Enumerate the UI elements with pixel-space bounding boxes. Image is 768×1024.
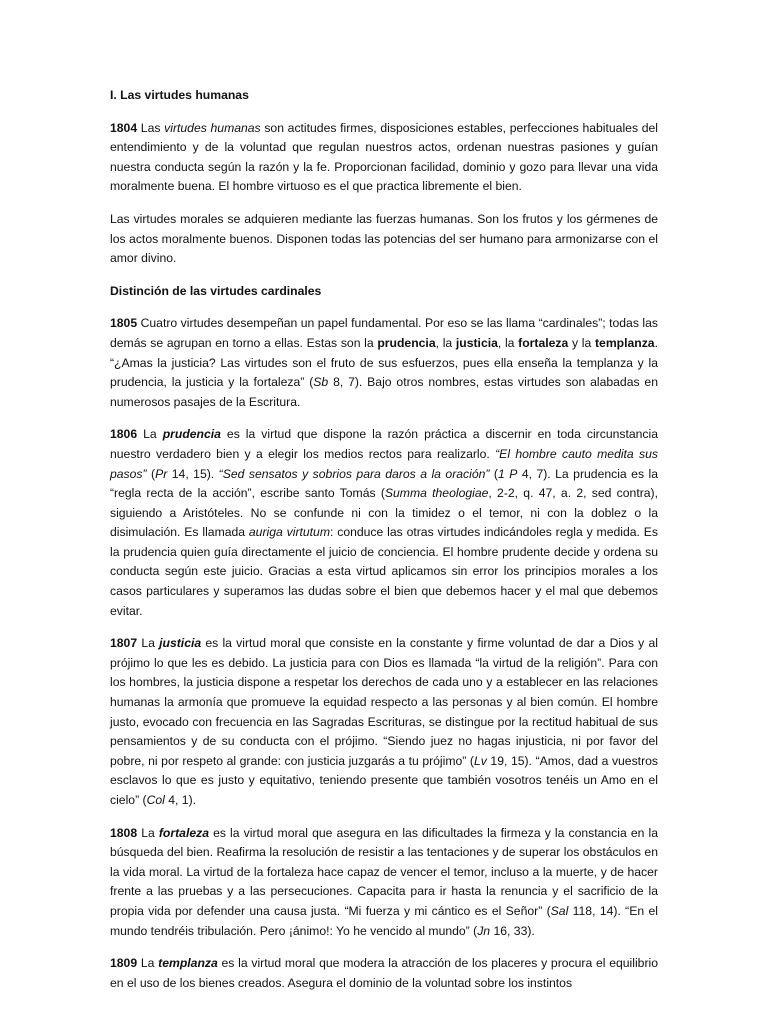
text-run: 4, 7). La prudencia es la “regla recta de la acción”, escribe santo Tomás ( (110, 466, 658, 501)
text-run: es la virtud moral que modera la atracción de los placeres y procura el equilibrio en el uso de los bienes creados. Asegura el dominio de la voluntad sobre los instintos (110, 956, 658, 990)
text-run: 118, 14). “En el mundo tendréis tribulación. Pero ¡ánimo!: Yo he vencido al mundo” ( (110, 903, 658, 938)
emphasis-term: virtudes humanas (164, 120, 261, 135)
text-run: . “¿Amas la justicia? Las virtudes son el fruto de sus esfuerzos, pues ella enseña la templanza y la prudencia, la justicia y la fortaleza” ( (110, 335, 658, 390)
citation-ref: Summa theologiae (384, 486, 489, 501)
text-run: La (137, 956, 159, 971)
virtue-term: justicia (455, 335, 498, 350)
text-run: : conduce las otras virtudes indicándoles regla y medida. Es la prudencia quien guía directamente el juicio de conciencia. El hombre prudente decide y ordena su conducta según este juicio. Gracias a esta virtud aplicamos sin error los principios morales a los casos particulares y superamos las dudas sobre el bien que debemos hacer y el mal que debemos evitar. (110, 525, 658, 618)
paragraph-number: 1805 (110, 316, 138, 331)
text-run: ( (146, 466, 156, 481)
paragraph-number: 1808 (110, 825, 138, 840)
text-run: 16, 33). (490, 923, 535, 938)
text-run: ( (489, 466, 498, 481)
text-run: 8, 7). Bajo otros nombres, estas virtudes son alabadas en numerosos pasajes de la Escritura. (110, 375, 658, 409)
citation-ref: Sal (550, 903, 569, 918)
text-run: es la virtud que dispone la razón práctica a discernir en toda circunstancia nuestro verdadero bien y a elegir los medios rectos para realizarlo. (110, 427, 658, 461)
paragraph-1809 (110, 954, 658, 993)
citation-ref: Pr (155, 466, 168, 481)
text-run: es la virtud moral que asegura en las dificultades la firmeza y la constancia en la búsqueda del bien. Reafirma la resolución de resistir a las tentaciones y de superar los obstáculos en la vida moral. La virtud de la fortaleza hace capaz de vencer el temor, incluso a la muerte, y de hacer frente a las pruebas y a las persecuciones. Capacita para ir hasta la renuncia y el sacrificio de la propia vida por defender una causa justa. “Mi fuerza y mi cántico es el Señor” ( (110, 825, 658, 918)
text-run: y la (568, 335, 595, 350)
paragraph-1807 (110, 634, 658, 810)
text-run: La (137, 636, 160, 651)
paragraph-number: 1809 (110, 956, 138, 971)
emphasis-term: templanza (158, 956, 218, 971)
virtue-term: templanza (594, 335, 655, 350)
virtue-term: prudencia (377, 335, 436, 350)
text-run: 4, 1). (164, 793, 197, 807)
paragraph-1808 (110, 824, 658, 942)
text-run: Cuatro virtudes desempeñan un papel fundamental. Por eso se las llama “cardinales”; todas las demás se agrupan en torno a ellas. Estas son la (110, 316, 658, 350)
text-run: , 2-2, q. 47, a. 2, sed contra), siguiendo a Aristóteles. No se confunde ni con la timidez o el temor, ni con la doblez o la disimulación. Es llamada (110, 486, 658, 540)
scripture-quote: “Sed sensatos y sobrios para daros a la oración” (218, 466, 490, 481)
emphasis-term: fortaleza (158, 825, 209, 840)
text-run: son actitudes firmes, disposiciones estables, perfecciones habituales del entendimiento y de la voluntad que regulan nuestros actos, ordenan nuestras pasiones y guían nuestra conducta según la razón y la fe. Proporcionan facilidad, dominio y gozo para llevar una vida moralmente buena. El hombre virtuoso es el que practica libremente el bien. (110, 120, 658, 194)
text-run: , la (497, 335, 519, 350)
citation-ref: Lv (473, 753, 487, 768)
emphasis-term: prudencia (162, 427, 221, 442)
paragraph-1806 (110, 425, 658, 621)
citation-ref: Sb (313, 375, 329, 390)
virtue-term: fortaleza (518, 335, 569, 350)
emphasis-term: justicia (159, 636, 202, 651)
paragraph-1805 (110, 314, 658, 412)
text-run: 14, 15). (167, 466, 219, 481)
text-run: La (137, 825, 159, 840)
text-run: 19, 15). “Amos, dad a vuestros esclavos lo que es justo y equitativo, teniendo presente que también vosotros tenéis un Amo en el cielo” ( (110, 753, 658, 807)
section-title: I. Las virtudes humanas (110, 88, 249, 102)
latin-term: auriga virtutum (248, 525, 330, 540)
paragraph-1804 (110, 119, 658, 197)
paragraph-virtudes-morales: Las virtudes morales se adquieren mediante las fuerzas humanas. Son los frutos y los gérmenes de los actos moralmente buenos. Disponen todas las potencias del ser humano para armonizarse con el amor divino. (110, 211, 658, 266)
subheading: Distinción de las virtudes cardinales (110, 283, 322, 298)
text-run: , la (435, 335, 456, 350)
citation-ref: Jn (477, 923, 491, 938)
paragraph-number: 1804 (110, 120, 138, 135)
text-run: La (137, 427, 163, 442)
citation-ref: Col (146, 793, 165, 807)
text-run: es la virtud moral que consiste en la constante y firme voluntad de dar a Dios y al prójimo lo que les es debido. La justicia para con Dios es llamada “la virtud de la religión”. Para con los hombres, la justicia dispone a respetar los derechos de cada uno y a establecer en las relaciones humanas la armonía que promueve la equidad respecto a las personas y al bien común. El hombre justo, evocado con frecuencia en las Sagradas Escrituras, se distingue por la rectitud habitual de sus pensamientos y de su conducta con el prójimo. “Siendo juez no hagas injusticia, ni por favor del pobre, ni por respeto al grande: con justicia juzgarás a tu prójimo” ( (110, 636, 658, 768)
scripture-quote: “El hombre cauto medita sus pasos” (110, 446, 659, 481)
paragraph-number: 1807 (110, 636, 138, 651)
text-run: Las (137, 120, 165, 135)
citation-ref: 1 P (498, 466, 518, 481)
paragraph-number: 1806 (110, 427, 138, 442)
